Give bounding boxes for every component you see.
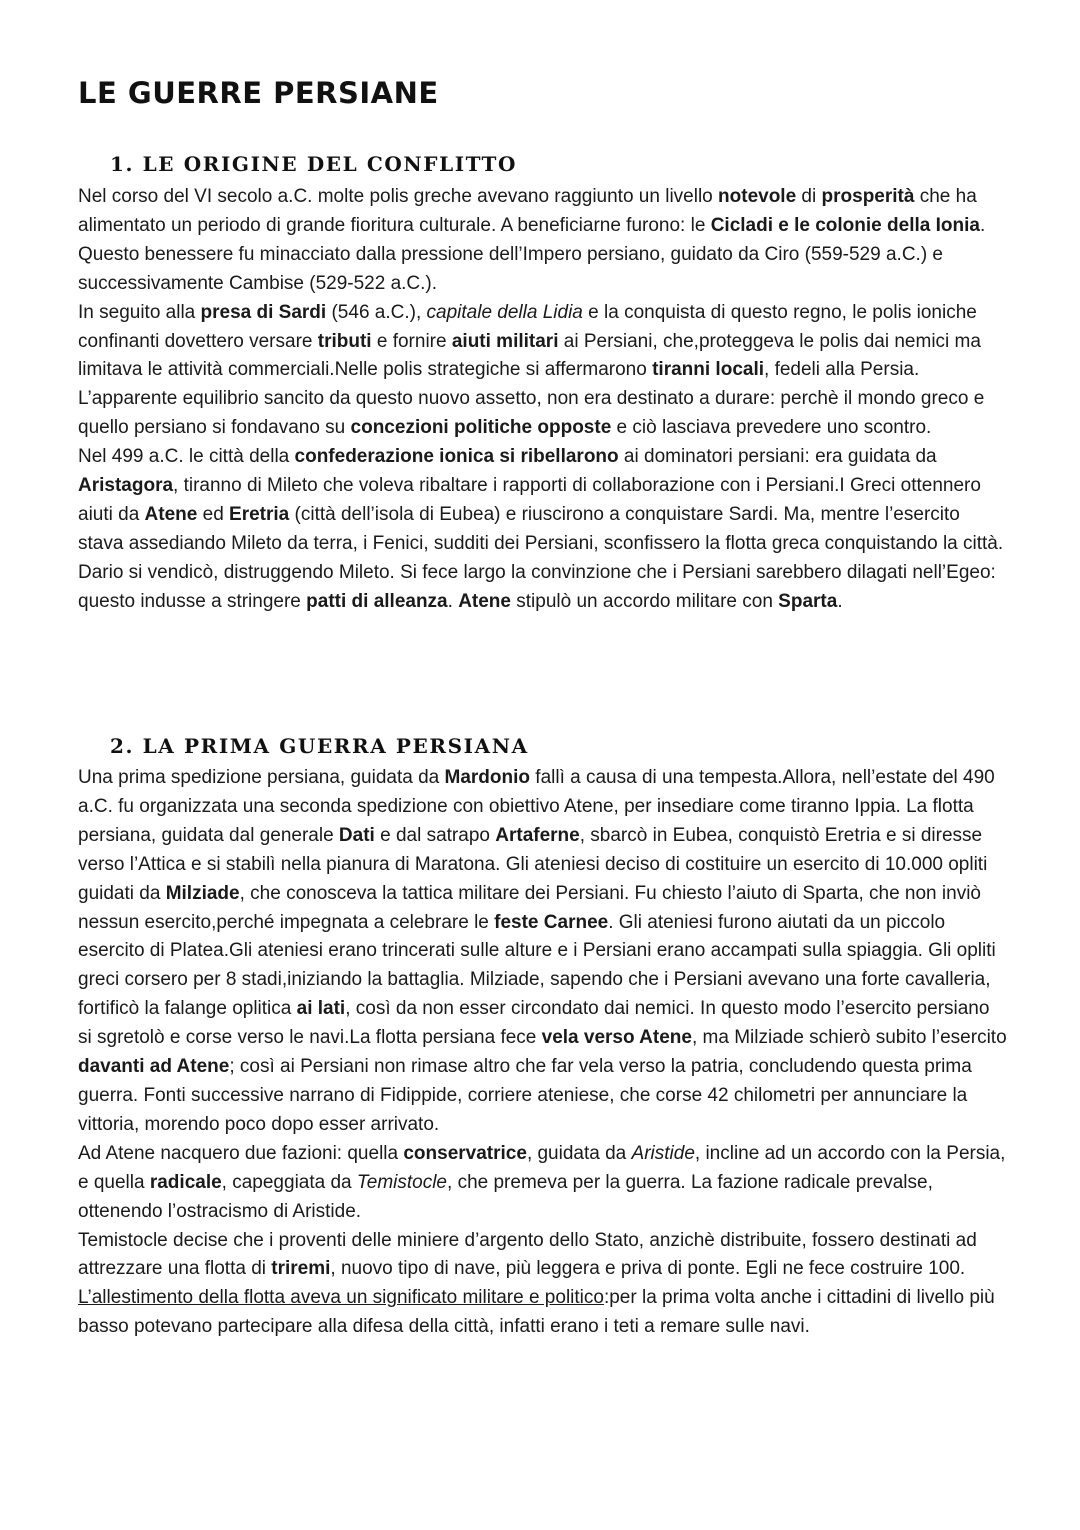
text-run: Temistocle decise che i proventi delle miniere d’argento dello Stato, anzichè distribuite, fossero destinati ad attrezzare una flotta di (78, 1229, 977, 1280)
bold-text: Eretria (229, 503, 290, 525)
italic-text: Aristide (631, 1142, 695, 1164)
bold-text: Sparta (778, 590, 838, 612)
text-run: . (447, 590, 459, 612)
text-run: stipulò un accordo militare con (510, 590, 779, 612)
paragraph (78, 299, 1008, 386)
text-run: Nel corso del VI secolo a.C. molte polis greche avevano raggiunto un livello (78, 186, 719, 207)
bold-text: Atene (144, 503, 198, 525)
text-run: e fornire (371, 330, 452, 352)
text-run: , guidata da (526, 1142, 632, 1164)
text-run: e la conquista di questo regno, le polis ioniche confinanti dovettero versare (78, 301, 977, 352)
text-run: . Questo benessere fu minacciato dalla pressione dell’Impero persiano, guidato da Ciro (559-529 a.C.) e successivamente Cambise (529-522 a.C.). (78, 214, 986, 294)
italic-text: Temistocle (356, 1171, 448, 1193)
text-run: , incline ad un accordo con la Persia, e quella (78, 1142, 1006, 1193)
bold-text: confederazione ionica si ribellarono (294, 446, 619, 468)
paragraph (78, 385, 1008, 443)
bold-text: Dati (338, 824, 375, 846)
bold-text: ai lati (296, 998, 346, 1020)
page-title: LE GUERRE PERSIANE (78, 76, 439, 110)
bold-text: vela verso Atene (541, 1027, 692, 1049)
text-run: , che premeva per la guerra. La fazione radicale prevalse, ottenendo l’ostracismo di Aristide. (78, 1171, 933, 1222)
text-run: . Gli ateniesi furono aiutati da un piccolo esercito di Platea.Gli ateniesi erano trincerati sulle alture e i Persiani erano accampati sulla spiaggia. Gli opliti greci corsero per 8 stadi,iniziando la battaglia. Milziade, sapendo che i Persiani avevano una forte cavalleria, fortificò la falange oplitica (78, 911, 996, 1020)
bold-text: Atene (458, 590, 511, 612)
bold-text: prosperità (821, 186, 915, 207)
text-run: e dal satrapo (374, 824, 496, 846)
text-run: , nuovo tipo di nave, più leggera e priva di ponte. Egli ne fece costruire 100. (330, 1258, 966, 1280)
text-run: ; così ai Persiani non rimase altro che far vela verso la patria, concludendo questa prima guerra. Fonti successive narrano di Fidippide, corriere ateniese, che corse 42 chilometri per annunciare la vittoria, morendo poco dopo esser arrivato. (78, 1056, 972, 1135)
text-run: che ha alimentato un periodo di grande fioritura culturale. A beneficiarne furono: le (78, 186, 977, 236)
bold-text: tiranni locali (652, 359, 765, 381)
text-run: , che conosceva la tattica militare dei Persiani. Fu chiesto l’aiuto di Sparta, che non inviò nessun esercito,perché impegnata a celebrare le (78, 882, 981, 933)
bold-text: notevole (718, 186, 797, 207)
text-run: L’apparente equilibrio sancito da questo nuovo assetto, non era destinato a durare: perchè il mondo greco e quello persiano si fondavano su (78, 388, 985, 439)
text-run: , tiranno di Mileto che voleva ribaltare i rapporti di collaborazione con i Persiani.I Greci ottennero aiuti da (78, 475, 981, 525)
text-run: , sbarcò in Eubea, conquistò Eretria e si diresse verso l’Attica e si stabilì nella pianura di Maratona. Gli ateniesi deciso di costituire un esercito di 10.000 opliti guidati da (78, 824, 988, 904)
bold-text: triremi (271, 1258, 331, 1280)
paragraph (78, 183, 1008, 299)
text-run: In seguito alla (78, 301, 201, 323)
paragraph (78, 1227, 1008, 1343)
text-run: (città dell’isola di Eubea) e riuscirono a conquistare Sardi. Ma, mentre l’esercito stava assediando Mileto da terra, i Fenici, sudditi dei Persiani, sconfissero la flotta greca conquistando la città. Dario si vendicò, distruggendo Mileto. Si fece largo la convinzione che i Persiani sarebbero dilagati nell’Egeo: questo indusse a stringere (78, 503, 1004, 612)
section-heading-origini: 1. LE ORIGINE DEL CONFLITTO (110, 152, 517, 176)
text-run: :per la prima volta anche i cittadini di livello più basso potevano partecipare alla difesa della città, infatti erano i teti a remare sulle navi. (78, 1287, 995, 1338)
bold-text: davanti ad Atene (78, 1056, 230, 1078)
text-run: . (837, 590, 843, 612)
text-run: , ma Milziade schierò subito l’esercito (691, 1027, 1007, 1049)
text-run: Nel 499 a.C. le città della (78, 446, 295, 468)
text-run: , fedeli alla Persia. (764, 359, 920, 381)
bold-text: presa di Sardi (200, 301, 327, 323)
bold-text: aiuti militari (451, 330, 559, 352)
bold-text: Artaferne (495, 824, 580, 846)
paragraph (78, 443, 1008, 616)
section-heading-prima-guerra: 2. LA PRIMA GUERRA PERSIANA (110, 734, 529, 758)
bold-text: radicale (149, 1171, 222, 1193)
bold-text: tributi (317, 330, 372, 352)
text-run: , così da non esser circondato dai nemici. In questo modo l’esercito persiano si sgretolò e corse verso le navi.La flotta persiana fece (78, 998, 990, 1049)
bold-text: Cicladi e le colonie della Ionia (710, 214, 980, 236)
text-run: ai dominatori persiani: era guidata da (618, 446, 937, 468)
text-run: ed (197, 503, 230, 525)
bold-text: patti di alleanza (306, 590, 448, 612)
text-run: e ciò lasciava prevedere uno scontro. (611, 417, 932, 439)
text-run: ai Persiani, che,proteggeva le polis dai nemici ma limitava le attività commerciali.Nelle polis strategiche si affermarono (78, 330, 981, 381)
paragraph (78, 1140, 1008, 1227)
text-run: fallì a causa di una tempesta.Allora, nell’estate del 490 a.C. fu organizzata una seconda spedizione con obiettivo Atene, per insediare come tiranno Ippia. La flotta persiana, guidata dal generale (78, 767, 995, 846)
text-run: , capeggiata da (221, 1171, 357, 1193)
text-run: Una prima spedizione persiana, guidata da (78, 767, 445, 788)
text-run: (546 a.C.), (326, 301, 427, 323)
text-run: Ad Atene nacquero due fazioni: quella (78, 1142, 404, 1164)
bold-text: Mardonio (444, 767, 531, 788)
italic-text: capitale della Lidia (426, 301, 583, 323)
bold-text: feste Carnee (494, 911, 609, 933)
section-body-prima-guerra (78, 764, 1008, 1342)
text-run: di (796, 186, 822, 207)
underlined-text: L’allestimento della flotta aveva un significato militare e politico (78, 1287, 604, 1309)
bold-text: conservatrice (403, 1142, 527, 1164)
bold-text: concezioni politiche opposte (350, 417, 612, 439)
bold-text: Aristagora (78, 475, 174, 497)
bold-text: Milziade (165, 882, 240, 904)
paragraph (78, 764, 1008, 1140)
section-body-origini (78, 183, 1008, 617)
